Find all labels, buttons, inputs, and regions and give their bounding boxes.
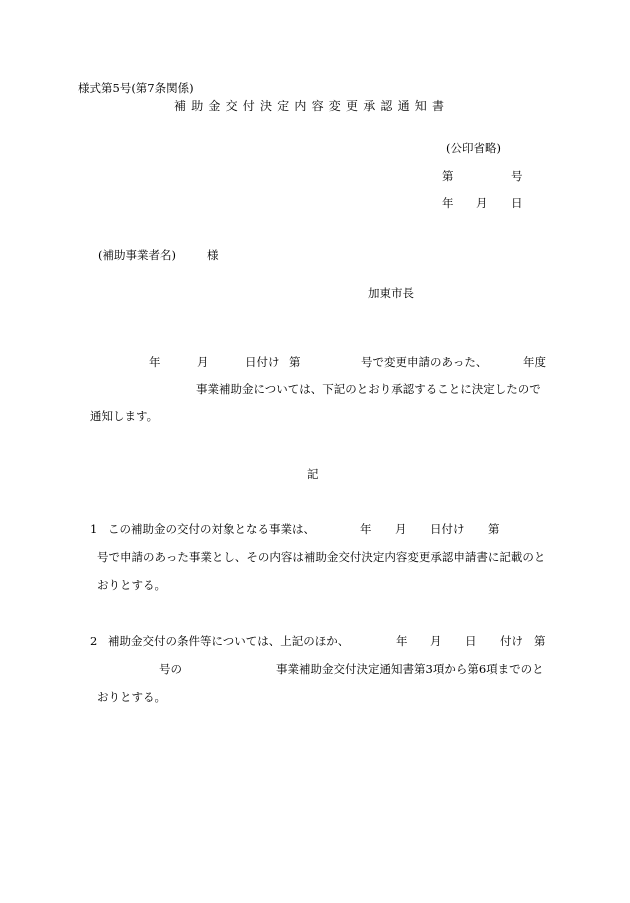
body-text-change-request: 号で変更申請のあった、 — [361, 355, 488, 369]
item-2-month-label: 月 — [430, 634, 442, 648]
item-1-year-label: 年 — [360, 522, 372, 536]
item-2-year-label: 年 — [396, 634, 408, 648]
item-1-number: 1 — [90, 522, 98, 536]
item-2-line2: 事業補助金交付決定通知書第3項から第6項までのと — [276, 662, 544, 676]
body-year-label: 年 — [149, 355, 161, 369]
item-1-line3: おりとする。 — [97, 578, 166, 592]
item-1-dated-label: 日付け — [430, 522, 465, 536]
document-number-prefix: 第 — [442, 169, 454, 183]
document-title: 補助金交付決定内容変更承認通知書 — [174, 99, 450, 113]
body-text-notify: 通知します。 — [90, 409, 159, 423]
item-2-day-label: 日 — [465, 634, 477, 648]
form-number: 様式第5号(第7条関係) — [78, 81, 194, 95]
date-year-label: 年 — [442, 196, 454, 210]
body-text-approval: 事業補助金については、下記のとおり承認することに決定したので — [196, 382, 541, 396]
item-2-number-prefix: 第 — [534, 634, 546, 648]
recipient-name-placeholder: (補助事業者名) — [98, 248, 176, 262]
recipient-honorific: 様 — [207, 248, 219, 262]
item-2-line1: 補助金交付の条件等については、上記のほか、 — [108, 634, 350, 648]
document-number-suffix: 号 — [511, 169, 523, 183]
seal-omitted-note: (公印省略) — [446, 141, 501, 155]
item-1-line2: 号で申請のあった事業とし、その内容は補助金交付決定内容変更承認申請書に記載のと — [97, 550, 546, 564]
item-2-number-suffix: 号の — [159, 662, 182, 676]
body-fiscal-year-label: 年度 — [523, 355, 546, 369]
ki-marker: 記 — [307, 467, 319, 481]
date-day-label: 日 — [511, 196, 523, 210]
date-month-label: 月 — [476, 196, 488, 210]
item-1-line1: この補助金の交付の対象となる事業は、 — [108, 522, 315, 536]
sender-name: 加東市長 — [368, 286, 414, 300]
item-2-number: 2 — [90, 634, 98, 648]
item-2-line3: おりとする。 — [97, 690, 166, 704]
item-1-number-prefix: 第 — [488, 522, 500, 536]
body-month-label: 月 — [197, 355, 209, 369]
item-2-dated-label: 付け — [500, 634, 523, 648]
body-number-prefix: 第 — [289, 355, 301, 369]
body-dated-label: 日付け — [245, 355, 280, 369]
item-1-month-label: 月 — [395, 522, 407, 536]
